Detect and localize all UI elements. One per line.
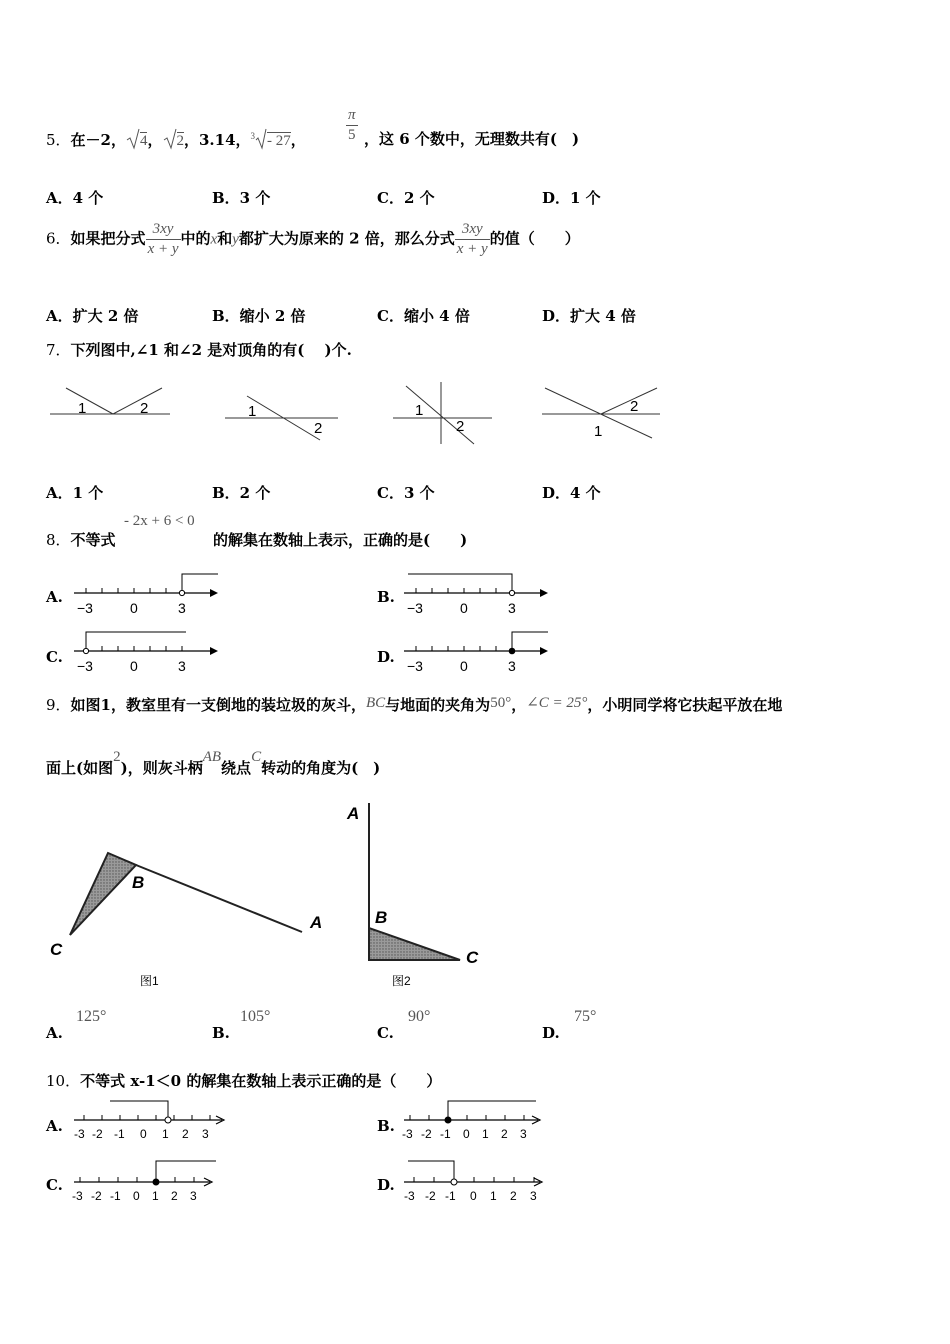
number-line-a xyxy=(70,570,230,620)
inequality-expression: - 2x + 6 < 0 xyxy=(124,513,195,529)
tick-label: -1 xyxy=(110,1189,121,1202)
option-d[interactable]: D．扩大 4 倍 xyxy=(542,307,636,325)
tick-label: 1 xyxy=(162,1127,169,1141)
angle-figure-1 xyxy=(50,388,170,414)
tick-label: -2 xyxy=(421,1127,432,1141)
figure-caption: 图2 xyxy=(392,974,411,988)
label-a: A xyxy=(310,913,323,932)
option-b[interactable]: B. xyxy=(377,588,395,606)
number-line-d xyxy=(400,1157,570,1202)
option-c[interactable]: C. xyxy=(377,1024,394,1042)
option-b[interactable]: B. xyxy=(212,1024,230,1042)
label-b: B xyxy=(132,873,145,892)
angle-label-1: 1 xyxy=(78,400,87,417)
question-number: 5． xyxy=(46,131,71,149)
denominator: x + y xyxy=(147,241,179,257)
question-text: 转动的角度为( ) xyxy=(261,759,381,777)
angle-value: 50° xyxy=(490,695,512,711)
tick-label: −3 xyxy=(407,658,423,674)
question-text: ，小明同学将它扶起平放在地 xyxy=(587,696,783,714)
tick-label: −3 xyxy=(407,600,423,616)
question-text: 和 xyxy=(217,229,233,248)
sqrt-sign xyxy=(163,128,177,150)
dustpan-figures xyxy=(40,795,500,995)
tick-label: 0 xyxy=(133,1189,140,1202)
tick-label: 2 xyxy=(182,1127,189,1141)
numerator: 3xy xyxy=(455,220,490,240)
label-c: C xyxy=(50,940,63,959)
angle-label-1: 1 xyxy=(594,423,603,440)
option-b[interactable]: B．3 个 xyxy=(212,189,271,207)
option-d[interactable]: D．1 个 xyxy=(542,189,601,207)
fraction xyxy=(455,220,490,259)
figure-number: 2 xyxy=(113,749,121,765)
tick-label: 0 xyxy=(130,600,138,616)
option-d[interactable]: D．4 个 xyxy=(542,484,601,502)
tick-label: -2 xyxy=(92,1127,103,1141)
radicand: - 27 xyxy=(267,133,291,149)
question-text: 下列图中,∠1 和∠2 是对顶角的有( )个. xyxy=(70,341,352,359)
option-c[interactable]: C．2 个 xyxy=(377,189,435,207)
tick-label: 0 xyxy=(130,658,138,674)
label-c: C xyxy=(466,948,479,967)
question-text: 都扩大为原来的 2 倍，那么分式 xyxy=(238,229,455,248)
radicand: 4 xyxy=(139,133,148,149)
tick-label: -2 xyxy=(91,1189,102,1202)
tick-label: 1 xyxy=(482,1127,489,1141)
radicand: 2 xyxy=(176,133,184,149)
label-b: B xyxy=(375,908,388,927)
tick-label: 3 xyxy=(508,600,516,616)
question-text: 绕点 xyxy=(221,759,252,777)
fraction xyxy=(146,220,181,259)
tick-label: 3 xyxy=(202,1127,209,1141)
cube-root-index: 3 xyxy=(250,131,256,141)
option-b[interactable]: B. xyxy=(377,1117,395,1135)
question-number: 9． xyxy=(46,696,71,714)
figure-1 xyxy=(50,853,322,988)
variable-y: y xyxy=(232,231,239,248)
tick-label: 3 xyxy=(520,1127,527,1141)
question-8 xyxy=(46,529,116,550)
option-a[interactable]: A. xyxy=(46,1117,63,1135)
question-number: 10． xyxy=(46,1072,81,1090)
option-b[interactable]: B．2 个 xyxy=(212,484,271,502)
question-9 xyxy=(46,694,782,715)
tick-label: 0 xyxy=(140,1127,147,1141)
tick-label: 3 xyxy=(508,658,516,674)
option-c[interactable]: C．3 个 xyxy=(377,484,435,502)
question-text: 如果把分式 xyxy=(70,229,146,248)
tick-label: 0 xyxy=(470,1189,477,1202)
fraction-pi-over-5 xyxy=(346,106,358,145)
option-b-value: 105° xyxy=(240,1008,271,1025)
tick-label: 0 xyxy=(460,600,468,616)
question-number: 7． xyxy=(46,341,71,359)
question-9-line-2 xyxy=(46,749,381,778)
question-number: 8． xyxy=(46,531,71,549)
tick-label: -3 xyxy=(402,1127,413,1141)
angle-label-2: 2 xyxy=(456,418,465,435)
question-10 xyxy=(46,1070,441,1091)
option-c[interactable]: C. xyxy=(46,648,63,666)
tick-label: 2 xyxy=(171,1189,178,1202)
question-text: 中的 xyxy=(180,229,211,248)
question-text: 面上(如图 xyxy=(46,759,114,777)
tick-label: -3 xyxy=(74,1127,85,1141)
option-c-value: 90° xyxy=(408,1008,431,1025)
tick-label: -1 xyxy=(440,1127,451,1141)
option-a[interactable]: A．1 个 xyxy=(46,484,104,502)
tick-label: −3 xyxy=(77,600,93,616)
tick-label: 0 xyxy=(460,658,468,674)
option-c[interactable]: C. xyxy=(46,1176,63,1194)
figure-2 xyxy=(346,803,479,988)
option-d[interactable]: D. xyxy=(377,1176,395,1194)
question-text: 如图1，教室里有一支倒地的装垃圾的灰斗， xyxy=(70,696,366,714)
question-text: 的解集在数轴上表示，正确的是( ) xyxy=(213,531,468,549)
figure-caption: 图1 xyxy=(140,974,159,988)
tick-label: 2 xyxy=(501,1127,508,1141)
option-d[interactable]: D. xyxy=(542,1024,560,1042)
angle-label-1: 1 xyxy=(415,402,424,419)
separator: ， xyxy=(290,131,306,149)
question-text: ， xyxy=(511,696,527,714)
numerator: 3xy xyxy=(146,220,181,240)
tick-label: 2 xyxy=(510,1189,517,1202)
question-number: 6． xyxy=(46,229,71,248)
tick-label: 3 xyxy=(178,600,186,616)
question-text: ，这 6 个数中，无理数共有( ) xyxy=(364,130,580,148)
tick-label: 3 xyxy=(190,1189,197,1202)
number-line-d xyxy=(400,628,560,678)
question-text: )，则灰斗柄 xyxy=(120,759,203,777)
number-line-c xyxy=(70,628,230,678)
angle-figures xyxy=(40,378,680,448)
label-a: A xyxy=(347,804,360,823)
option-d-value: 75° xyxy=(574,1008,597,1025)
denominator: x + y xyxy=(456,241,488,257)
question-6 xyxy=(46,220,580,259)
tick-label: −3 xyxy=(77,658,93,674)
question-text: 在－2， xyxy=(70,131,126,149)
angle-label-2: 2 xyxy=(630,398,639,415)
tick-label: 1 xyxy=(490,1189,497,1202)
tick-label: 0 xyxy=(463,1127,470,1141)
question-text: 不等式 x-1＜0 的解集在数轴上表示正确的是（ ） xyxy=(80,1072,442,1090)
numerator: π xyxy=(346,106,358,126)
denominator: 5 xyxy=(348,127,356,143)
angle-figure-3 xyxy=(393,382,492,444)
angle-label-2: 2 xyxy=(314,420,323,437)
segment-bc: BC xyxy=(366,695,386,711)
question-text: 不等式 xyxy=(70,531,116,549)
segment-ab: AB xyxy=(202,749,222,765)
question-7 xyxy=(46,339,352,360)
variable-x: x xyxy=(210,231,218,248)
tick-label: -3 xyxy=(72,1189,83,1202)
option-d[interactable]: D. xyxy=(377,648,395,666)
number-line-b xyxy=(400,1098,570,1143)
angle-label-1: 1 xyxy=(248,403,257,420)
tick-label: -2 xyxy=(425,1189,436,1202)
tick-label: 1 xyxy=(152,1189,159,1202)
option-c[interactable]: C．缩小 4 倍 xyxy=(377,307,470,325)
number-line-b xyxy=(400,570,560,620)
option-a[interactable]: A．扩大 2 倍 xyxy=(46,307,139,325)
tick-label: -1 xyxy=(114,1127,125,1141)
sqrt-sign xyxy=(255,128,267,150)
option-a[interactable]: A. xyxy=(46,588,63,606)
tick-label: -1 xyxy=(445,1189,456,1202)
point-c: C xyxy=(251,749,262,765)
option-b[interactable]: B．缩小 2 倍 xyxy=(212,307,306,325)
angle-c-value: ∠C = 25° xyxy=(526,695,588,711)
option-a-value: 125° xyxy=(76,1008,107,1025)
tick-label: 3 xyxy=(530,1189,537,1202)
question-text: 的值（ ） xyxy=(489,229,580,248)
question-text: 与地面的夹角为 xyxy=(385,696,491,714)
option-a[interactable]: A. xyxy=(46,1024,63,1042)
tick-label: 3 xyxy=(178,658,186,674)
question-text: ，3.14， xyxy=(184,131,251,149)
sqrt-sign xyxy=(126,128,140,150)
tick-label: -3 xyxy=(404,1189,415,1202)
number-line-c xyxy=(70,1157,240,1202)
option-a[interactable]: A．4 个 xyxy=(46,189,104,207)
angle-label-2: 2 xyxy=(140,400,149,417)
number-line-a xyxy=(70,1098,240,1143)
separator: ， xyxy=(147,131,163,149)
